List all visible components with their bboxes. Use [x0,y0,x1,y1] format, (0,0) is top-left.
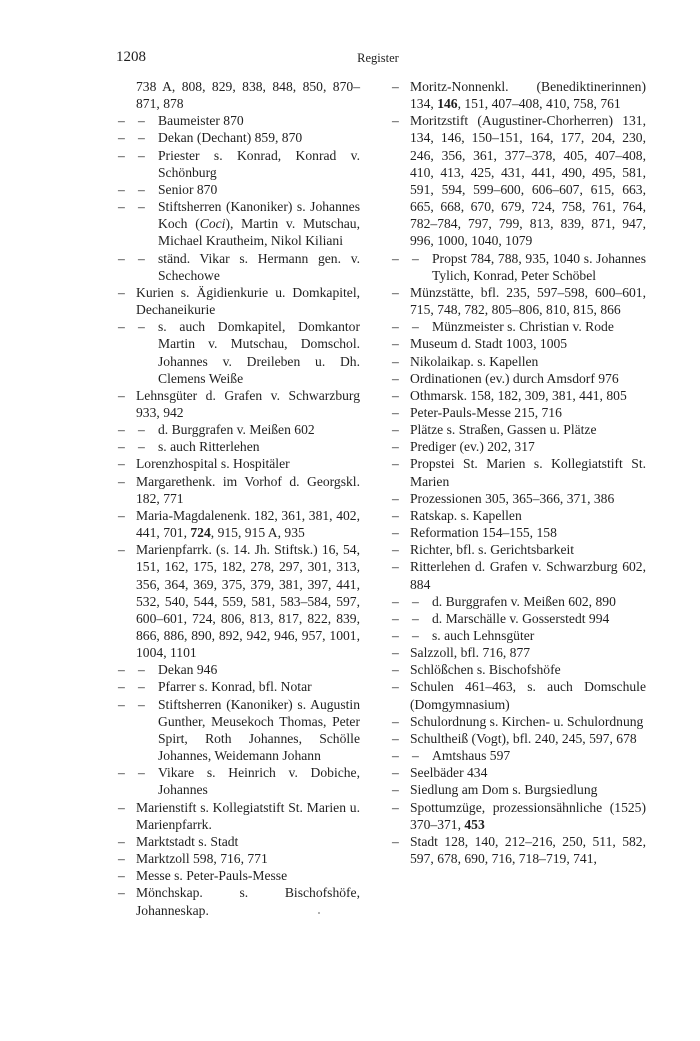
subentry-dash: – [138,319,145,335]
index-entry [118,455,360,472]
entry-text-part: s. auch Ritterlehen [158,439,260,455]
entry-dash: – [392,662,399,678]
index-entry [392,284,646,318]
entry-text [410,524,646,541]
entry-text-part: Schulordnung s. Kirchen- u. Schulordnung [410,713,644,729]
entry-text [158,764,360,798]
entry-text-part: Vikare s. Heinrich v. Dobiche, Johannes [158,765,360,798]
index-entry [392,387,646,404]
index-entry [392,335,646,352]
index-subentry [118,250,360,284]
entry-text-part: Mönchskap. s. Bischofshöfe, Johanneskap. [136,885,360,918]
entry-text-part: , 151, 407–408, 410, 758, 761 [457,96,621,112]
entry-text-part: Priester s. Konrad, Konrad v. Schönburg [158,147,360,180]
entry-text [158,438,360,455]
index-entry [118,387,360,421]
entry-dash: – [118,181,125,197]
index-subentry [118,181,360,198]
entry-text-part: Senior 870 [158,181,218,197]
entry-text [136,541,360,661]
entry-dash: – [392,765,399,781]
subentry-dash: – [138,679,145,695]
subentry-dash: – [138,130,145,146]
entry-dash: – [118,250,125,266]
entry-dash: – [392,370,399,386]
entry-text-part: s. auch Lehnsgüter [432,628,535,643]
entry-dash: – [392,645,399,661]
entry-text-part: ), Martin v. Mutschau, Michael Krautheim, Nikol Kiliani [158,216,360,249]
index-entry [392,507,646,524]
subentry-dash: – [412,610,419,626]
entry-text-part: Museum d. Stadt 1003, 1005 [410,336,568,352]
entry-text-part: Schultheiß (Vogt), bfl. 240, 245, 597, 678 [410,730,637,746]
entry-dash: – [118,833,125,849]
entry-text-part: Prozessionen 305, 365–366, 371, 386 [410,490,615,506]
index-entry [392,112,646,249]
entry-text [136,799,360,833]
index-subentry [118,438,360,455]
entry-dash: – [118,542,125,558]
entry-text [410,353,646,370]
entry-text-part: Marktstadt s. Stadt [136,833,239,849]
index-entry [392,353,646,370]
index-subentry [392,627,646,644]
index-entry [392,490,646,507]
bold-page-reference: 453 [464,816,485,832]
entry-text-part: Margarethenk. im Vorhof d. Georgskl. 182, 771 [136,473,360,506]
entry-text [136,473,360,507]
entry-dash: – [392,730,399,746]
index-entry-continuation [118,78,360,112]
entry-text-part: Amtshaus 597 [432,748,511,764]
entry-dash: – [392,439,399,455]
entry-dash: – [118,199,125,215]
page-number: 1208 [116,49,146,65]
entry-dash: – [392,250,399,266]
entry-text [158,129,360,146]
index-entry [392,644,646,661]
index-entry [118,473,360,507]
index-entry [392,678,646,712]
entry-text-part: Dekan (Dechant) 859, 870 [158,130,303,146]
index-entry [392,730,646,747]
entry-text [432,610,646,627]
entry-text-part: Stadt 128, 140, 212–216, 250, 511, 582, 597, 678, 690, 716, 718–719, 741, [410,833,646,867]
entry-text-part: Schulen 461–463, s. auch Domschule (Domgymnasium) [410,679,646,712]
entry-text [410,507,646,524]
entry-text [136,284,360,318]
entry-text-part: Marktzoll 598, 716, 771 [136,851,268,867]
entry-dash: – [392,833,399,849]
running-title: Register [357,51,399,65]
subentry-dash: – [138,765,145,781]
entry-text-part: , 915, 915 A, 935 [210,525,305,541]
entry-text-part: d. Marschälle v. Gosserstedt 994 [432,610,610,626]
entry-text [410,713,646,730]
index-subentry [118,661,360,678]
entry-text-part: Seelbäder 434 [410,765,488,781]
index-entry [392,713,646,730]
entry-text-part: Münzmeister s. Christian v. Rode [432,319,614,335]
entry-text-part: Pfarrer s. Konrad, bfl. Notar [158,679,312,695]
index-subentry [118,129,360,146]
entry-dash: – [392,782,399,798]
subentry-dash: – [138,199,145,215]
entry-text [136,387,360,421]
subentry-dash: – [138,113,145,129]
index-subentry [118,198,360,249]
index-column-right [392,78,646,867]
entry-text-part: Marienstift s. Kollegiatstift St. Marien u. Marienpfarrk. [136,799,360,832]
entry-text [410,490,646,507]
subentry-dash: – [412,250,419,266]
entry-text-part: Moritz-Nonnenkl. (Benediktinerinnen) 134, [410,79,646,112]
index-entry [392,781,646,798]
index-subentry [118,764,360,798]
entry-text [136,850,360,867]
entry-dash: – [118,147,125,163]
entry-text-part: Propstei St. Marien s. Kollegiatstift St. Marien [410,456,646,489]
index-entry [392,421,646,438]
entry-dash: – [392,610,399,626]
entry-text [410,455,646,489]
entry-text-part: Plätze s. Straßen, Gassen u. Plätze [410,422,597,438]
index-subentry [392,318,646,335]
index-entry [392,833,646,867]
entry-text [410,284,646,318]
entry-dash: – [118,851,125,867]
entry-text [410,558,646,592]
entry-text-part: Richter, bfl. s. Gerichtsbarkeit [410,542,575,558]
entry-text [158,112,360,129]
index-entry [118,833,360,850]
entry-dash: – [392,799,399,815]
entry-text-part: Siedlung am Dom s. Burgsiedlung [410,782,598,798]
entry-dash: – [392,113,399,129]
entry-text [432,593,646,610]
entry-text-part: Propst 784, 788, 935, 1040 s. Johannes Tylich, Konrad, Peter Schöbel [432,250,646,283]
index-entry [118,284,360,318]
entry-text-part: ständ. Vikar s. Hermann gen. v. Schechowe [158,250,360,283]
entry-text-part: Ritterlehen d. Grafen v. Schwarzburg 602, 884 [410,559,646,592]
entry-text [136,507,360,541]
index-entry [392,541,646,558]
entry-dash: – [392,525,399,541]
entry-text [158,661,360,678]
subentry-dash: – [138,422,145,438]
entry-dash: – [118,696,125,712]
entry-text [158,318,360,387]
entry-text [410,404,646,421]
entry-dash: – [392,593,399,609]
entry-dash: – [118,422,125,438]
entry-dash: – [118,473,125,489]
subentry-dash: – [412,628,419,643]
entry-dash: – [118,679,125,695]
subentry-dash: – [138,439,145,455]
entry-text [410,438,646,455]
entry-text [410,644,646,661]
entry-dash: – [392,559,399,575]
entry-text [410,661,646,678]
index-entry [392,661,646,678]
index-subentry [118,318,360,387]
entry-dash: – [118,662,125,678]
entry-text [136,455,360,472]
entry-text [410,764,646,781]
entry-text [410,678,646,712]
index-entry [118,507,360,541]
entry-text [410,730,646,747]
entry-text [158,181,360,198]
entry-text-part: s. auch Domkapitel, Domkantor Martin v. Mutschau, Domschol. Johannes v. Dreileben u. Dh. Clemens Weiße [158,319,360,386]
entry-text-part: Lehnsgüter d. Grafen v. Schwarzburg 933, 942 [136,387,360,420]
entry-dash: – [392,490,399,506]
entry-text [136,833,360,850]
entry-text [158,421,360,438]
index-entry [118,884,360,918]
entry-dash: – [392,404,399,420]
index-subentry [392,610,646,627]
entry-text [410,421,646,438]
entry-text-part: Stiftsherren (Kanoniker) s. Augustin Gunther, Meusekoch Thomas, Peter Spirt, Roth Johannes, Schölle Johannes, Weidemann Johann [158,696,360,764]
entry-text [432,318,646,335]
index-entry [392,404,646,421]
index-entry [392,799,646,833]
entry-dash: – [118,765,125,781]
entry-text [432,627,646,644]
entry-text-part: Schlößchen s. Bischofshöfe [410,662,561,678]
index-subentry [118,147,360,181]
scan-speck [318,912,320,914]
entry-dash: – [118,130,125,146]
index-entry [118,541,360,661]
entry-text [432,747,646,764]
subentry-dash: – [138,181,145,197]
bold-page-reference: 724 [190,525,211,541]
index-subentry [392,593,646,610]
index-entry [118,799,360,833]
entry-text-part: Kurien s. Ägidienkurie u. Domkapitel, Dechaneikurie [136,284,360,318]
index-entry [392,524,646,541]
entry-text [136,78,360,112]
entry-text [432,250,646,284]
entry-text [158,250,360,284]
index-entry [392,78,646,112]
entry-dash: – [118,868,125,884]
subentry-dash: – [138,662,145,678]
entry-dash: – [392,542,399,558]
subentry-dash: – [138,250,145,266]
entry-dash: – [118,799,125,815]
entry-text-part: Ordinationen (ev.) durch Amsdorf 976 [410,370,619,386]
entry-dash: – [118,439,125,455]
bold-page-reference: 146 [437,96,458,112]
entry-dash: – [392,628,399,643]
entry-text-part: Othmarsk. 158, 182, 309, 381, 441, 805 [410,387,627,403]
entry-text-part: Münzstätte, bfl. 235, 597–598, 600–601, 715, 748, 782, 805–806, 810, 815, 866 [410,284,646,318]
subentry-dash: – [138,147,145,163]
entry-text [410,799,646,833]
entry-text [158,696,360,765]
entry-text-part: Stiftsherren (Kanoniker) s. Johannes Koch ( [158,199,360,232]
index-subentry [118,112,360,129]
entry-dash: – [392,748,399,764]
index-subentry [118,421,360,438]
entry-text-part: Prediger (ev.) 202, 317 [410,439,535,455]
entry-text-part: Ratskap. s. Kapellen [410,507,522,523]
entry-text-part: Messe s. Peter-Pauls-Messe [136,868,288,884]
entry-text-part: Dekan 946 [158,662,218,678]
entry-dash: – [392,422,399,438]
index-entry [392,455,646,489]
entry-text-part: Nikolaikap. s. Kapellen [410,353,539,369]
entry-dash: – [118,885,125,901]
entry-dash: – [118,113,125,129]
subentry-dash: – [412,748,419,764]
entry-dash: – [392,456,399,472]
entry-dash: – [392,79,399,94]
index-column-left [118,78,360,919]
index-entry [392,370,646,387]
entry-dash: – [392,387,399,403]
entry-text-part: Marienpfarrk. (s. 14. Jh. Stiftsk.) 16, 54, 151, 162, 175, 182, 278, 297, 301, 313, 356, 364, 369, 375, 379, 381, 397, 441, 532, 540, 544, 559, 581, 583–584, 597, 600–601, 724, 806, 813, 817, 822, 839, 866, 886, 890, 892, 942, 946, 957, 1001, 1004, 1101 [136,542,360,661]
entry-dash: – [118,284,125,300]
entry-text-part: Maria-Magdalenenk. 182, 361, 381, 402, 441, 701, [136,507,360,541]
entry-text-part: 738 A, 808, 829, 838, 848, 850, 870–871, 878 [136,79,360,112]
entry-text-part: Salzzoll, bfl. 716, 877 [410,645,531,661]
entry-dash: – [392,284,399,300]
entry-dash: – [392,336,399,352]
entry-text [410,370,646,387]
index-entry [118,850,360,867]
entry-text [158,198,360,249]
entry-dash: – [392,507,399,523]
subentry-dash: – [412,319,419,335]
entry-text [410,541,646,558]
entry-text [410,781,646,798]
entry-text [136,867,360,884]
entry-text [410,78,646,112]
entry-text [158,147,360,181]
subentry-dash: – [412,593,419,609]
entry-text [410,833,646,867]
entry-dash: – [392,679,399,695]
index-entry [392,438,646,455]
index-subentry [118,696,360,765]
entry-dash: – [392,319,399,335]
entry-text-part: Reformation 154–155, 158 [410,525,557,541]
index-subentry [392,747,646,764]
entry-text [136,884,360,918]
entry-text-part: d. Burggrafen v. Meißen 602, 890 [432,593,616,609]
entry-text-part: Spottumzüge, prozessionsähnliche (1525) 370–371, [410,799,646,832]
index-entry [118,867,360,884]
entry-dash: – [118,319,125,335]
entry-dash: – [118,507,125,523]
entry-text-part: Lorenzhospital s. Hospitäler [136,456,290,472]
italic-term: Coci [199,216,226,232]
entry-text [410,112,646,249]
entry-dash: – [392,713,399,729]
entry-dash: – [392,353,399,369]
index-subentry [392,250,646,284]
entry-dash: – [118,387,125,403]
entry-text-part: d. Burggrafen v. Meißen 602 [158,422,315,438]
entry-dash: – [118,456,125,472]
index-entry [392,558,646,592]
entry-text-part: Peter-Pauls-Messe 215, 716 [410,404,562,420]
index-subentry [118,678,360,695]
entry-text [410,387,646,404]
entry-text [158,678,360,695]
entry-text [410,335,646,352]
entry-text-part: Baumeister 870 [158,113,244,129]
index-entry [392,764,646,781]
entry-text-part: Moritzstift (Augustiner-Chorherren) 131, 134, 146, 150–151, 164, 177, 204, 230, 246, 356, 361, 377–378, 405, 407–408, 410, 413, 425, 431, 441, 490, 495, 581, 591, 594, 599–600, 606–607, 615, 663, 665, 668, 670, 679, 724, 758, 761, 764, 782–784, 797, 799, 813, 839, 871, 947, 996, 1000, 1040, 1079 [410,113,646,249]
subentry-dash: – [138,696,145,712]
